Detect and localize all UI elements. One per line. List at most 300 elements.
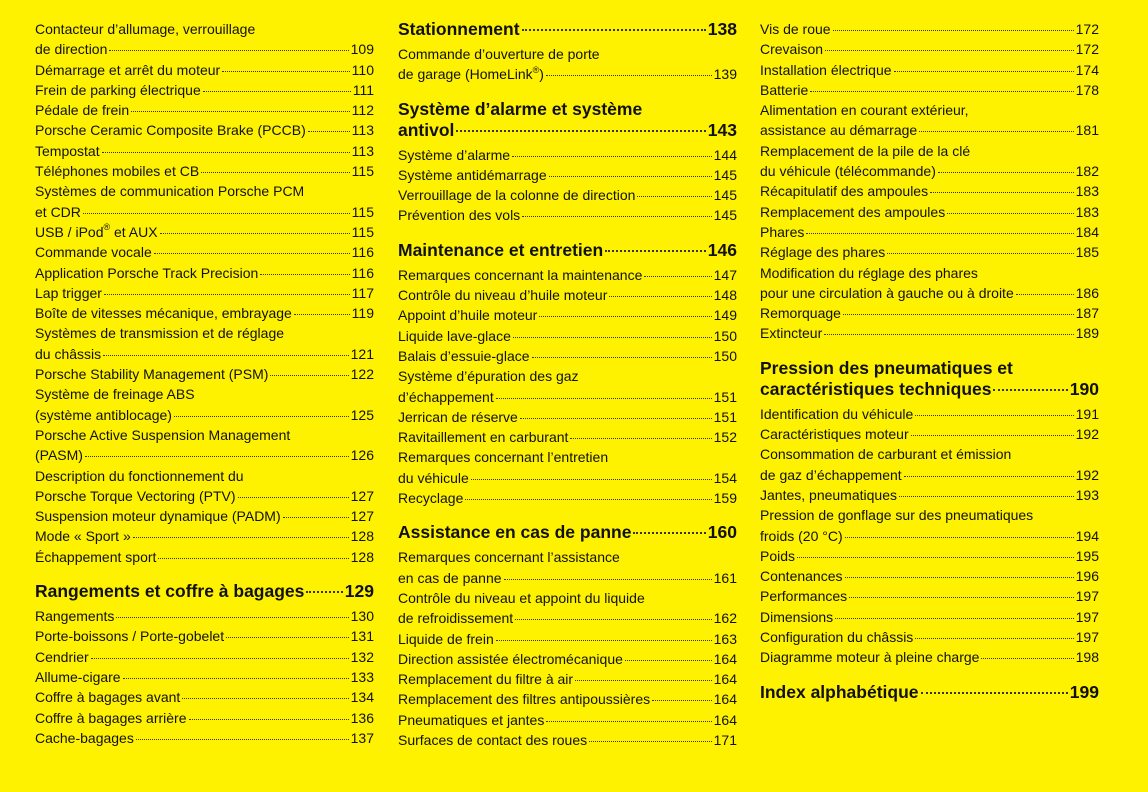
entry-label: Remorquage [760,305,841,322]
toc-entry[interactable] [35,161,374,181]
page-number[interactable]: 116 [351,264,374,281]
page-number[interactable]: 145 [713,166,737,183]
dot-leader [570,438,711,439]
toc-row [35,283,374,303]
toc-entry[interactable] [35,728,374,748]
entry-label: (PASM) [35,447,83,464]
toc-entry[interactable] [760,80,1099,100]
page-number[interactable]: 164 [713,691,737,708]
page-number[interactable]: 139 [713,66,737,83]
toc-row [35,80,374,100]
toc-entry[interactable] [398,305,737,325]
toc-row [760,627,1099,647]
toc-entry[interactable] [35,141,374,161]
page-number[interactable]: 132 [350,648,374,665]
dot-leader [824,334,1073,335]
toc-entry[interactable] [35,526,374,546]
toc-row [398,305,737,325]
dot-leader [496,398,712,399]
toc-row [760,424,1099,444]
toc-entry[interactable] [398,165,737,185]
toc-entry[interactable] [35,708,374,728]
toc-entry[interactable] [760,19,1099,39]
dot-leader [833,30,1074,31]
entry-label: Coffre à bagages arrière [35,709,187,726]
heading-row [398,240,737,261]
toc-row [398,64,737,84]
toc-section [398,19,737,85]
toc-row [35,161,374,181]
toc-row [35,486,374,506]
section-page-number[interactable]: 138 [707,19,737,39]
toc-entry[interactable] [398,447,737,488]
entry-label: Porsche Stability Management (PSM) [35,366,269,383]
toc-entry[interactable] [760,263,1099,304]
page-number[interactable]: 163 [713,630,737,647]
entry-label: Diagramme moteur à pleine charge [760,649,980,666]
page-number[interactable]: 151 [713,388,737,405]
entry-label: Remplacement des filtres antipoussières [398,691,651,708]
dot-leader [260,274,349,275]
toc-entry[interactable] [760,60,1099,80]
page-number[interactable]: 147 [713,266,737,283]
toc-row [760,485,1099,505]
page-number[interactable]: 128 [350,548,374,565]
toc-entry[interactable] [35,606,374,626]
page-number[interactable]: 184 [1075,223,1099,240]
dot-leader [637,196,711,197]
page-number[interactable]: 133 [350,668,374,685]
page-number[interactable]: 172 [1075,21,1099,37]
toc-entry[interactable] [35,647,374,667]
toc-entry[interactable] [35,466,374,507]
section-page-number[interactable]: 129 [344,581,374,602]
dot-leader [123,678,349,679]
toc-entry[interactable] [35,506,374,526]
toc-entry[interactable] [398,669,737,689]
section-title: antivol [398,119,455,140]
toc-row [398,145,737,165]
toc-entry[interactable] [35,80,374,100]
toc-column-3 [760,19,1099,707]
page-number[interactable]: 191 [1075,405,1099,422]
toc-entry[interactable] [35,181,374,222]
dot-leader [609,296,711,297]
page-number[interactable]: 113 [351,142,374,159]
page-number[interactable]: 145 [713,187,737,204]
section-page-number[interactable]: 146 [707,239,737,260]
toc-entry[interactable] [760,586,1099,606]
toc-entry[interactable] [35,303,374,323]
toc-row [398,265,737,285]
toc-row [398,346,737,366]
dot-leader [522,216,711,217]
toc-row-wrap [760,263,1099,283]
page-number[interactable]: 112 [351,102,374,119]
dot-leader [575,680,712,681]
page-number[interactable]: 187 [1075,305,1099,322]
entry-label: Vis de roue [760,21,831,37]
page-number[interactable]: 127 [350,487,374,504]
dot-leader [158,558,348,559]
dot-leader [283,517,349,518]
page-number[interactable]: 150 [713,347,737,364]
section-page-number[interactable]: 160 [707,522,737,543]
page-number[interactable]: 116 [351,244,374,261]
entry-label: Remplacement des ampoules [760,203,946,220]
entry-label: Réglage des phares [760,244,886,261]
dot-leader [504,579,712,580]
toc-row [760,283,1099,303]
toc-entry[interactable] [35,19,374,60]
toc-entry[interactable] [35,100,374,120]
page-number[interactable]: 164 [713,711,737,728]
section-heading[interactable] [398,522,737,547]
toc-section [398,240,737,509]
dot-leader [806,233,1073,234]
toc-entry[interactable] [35,283,374,303]
toc-column-1 [35,19,374,748]
heading-row [398,99,737,120]
entry-label: Remarques concernant la maintenance [398,266,643,283]
entry-label: Consommation de carburant et émission [760,446,1012,463]
dot-leader [633,532,705,534]
toc-row [760,60,1099,80]
entry-label: Pression de gonflage sur des pneumatiques [760,507,1034,524]
dot-leader [496,640,712,641]
toc-entry[interactable] [760,39,1099,59]
entry-label: du véhicule [398,469,469,486]
page-number[interactable]: 113 [351,122,374,139]
page-number[interactable]: 149 [713,307,737,324]
toc-entry[interactable] [35,263,374,283]
page-number[interactable]: 119 [351,305,374,322]
page-number[interactable]: 164 [713,650,737,667]
toc-section [398,99,737,226]
toc-row [35,344,374,364]
entry-label: Contrôle du niveau et appoint du liquide [398,589,645,606]
toc-row [760,465,1099,485]
toc-entry[interactable] [760,303,1099,323]
toc-entry[interactable] [35,364,374,384]
page-number[interactable]: 192 [1075,466,1099,483]
entry-label: Pédale de frein [35,102,130,119]
dot-leader [189,719,349,720]
section-page-number[interactable]: 199 [1069,681,1099,702]
page-number[interactable]: 121 [350,345,374,362]
dot-leader [136,739,349,740]
page-number[interactable]: 174 [1075,61,1099,78]
toc-row [760,647,1099,667]
page-number[interactable]: 126 [350,447,374,464]
toc-entry[interactable] [398,588,737,629]
toc-entry[interactable] [760,323,1099,343]
entry-label: Liquide de frein [398,630,494,647]
page-number[interactable]: 195 [1075,547,1099,564]
entry-label: Systèmes de communication Porsche PCM [35,183,305,200]
toc-row [398,326,737,346]
toc-entry[interactable] [35,222,374,242]
toc-row [398,185,737,205]
section-title: Stationnement [398,19,520,39]
dot-leader [810,91,1073,92]
toc-entry[interactable] [398,285,737,305]
entry-label: de gaz d’échappement [760,466,902,483]
page-number[interactable]: 144 [713,146,737,163]
toc-row [35,202,374,222]
page-number[interactable]: 192 [1075,426,1099,443]
entry-label: Porte-boissons / Porte-gobelet [35,628,225,645]
toc-row [35,647,374,667]
entry-label: du châssis [35,345,102,362]
toc-entry[interactable] [760,505,1099,546]
entry-label: d’échappement [398,388,494,405]
toc-entry[interactable] [398,427,737,447]
dot-leader [160,233,350,234]
toc-entry[interactable] [398,730,737,750]
toc-entry[interactable] [760,242,1099,262]
page-number[interactable]: 178 [1075,81,1099,98]
page-number[interactable]: 128 [350,528,374,545]
dot-leader [512,156,712,157]
dot-leader [981,658,1073,659]
page-number[interactable]: 183 [1075,183,1099,200]
dot-leader [797,557,1074,558]
toc-entry[interactable] [760,222,1099,242]
page-number[interactable]: 110 [351,61,374,78]
entry-label: Batterie [760,81,809,98]
dot-leader [911,435,1074,436]
toc-entry[interactable] [398,689,737,709]
heading-row [398,19,737,40]
section-page-number[interactable]: 143 [707,119,737,140]
toc-entry[interactable] [398,488,737,508]
toc-entry[interactable] [760,566,1099,586]
toc-entry[interactable] [35,384,374,425]
section-title: caractéristiques techniques [760,378,992,399]
section-heading[interactable] [760,682,1099,707]
heading-row [760,379,1099,400]
toc-entry[interactable] [398,326,737,346]
page-number[interactable]: 198 [1075,649,1099,666]
page-number[interactable]: 196 [1075,568,1099,585]
entry-label: Boîte de vitesses mécanique, embrayage [35,305,292,322]
toc-entry[interactable] [760,202,1099,222]
toc-entry[interactable] [398,346,737,366]
dot-leader [513,337,712,338]
toc-row-wrap [398,366,737,386]
page-number[interactable]: 148 [713,287,737,304]
toc-entry[interactable] [35,425,374,466]
toc-entry[interactable] [760,485,1099,505]
toc-entry[interactable] [760,100,1099,141]
page-number[interactable]: 145 [713,207,737,224]
page-number[interactable]: 197 [1075,588,1099,605]
page-number[interactable]: 172 [1075,41,1099,58]
toc-section [760,358,1099,668]
heading-row [35,581,374,602]
page-number[interactable]: 137 [350,729,374,746]
page-number[interactable]: 117 [351,284,374,301]
toc-row [35,445,374,465]
toc-entry[interactable] [398,185,737,205]
dot-leader [915,415,1073,416]
dot-leader [835,618,1074,619]
toc-entry[interactable] [760,181,1099,201]
entry-label: Démarrage et arrêt du moteur [35,61,221,78]
page-number[interactable]: 122 [350,366,374,383]
toc-entry[interactable] [398,710,737,730]
dot-leader [85,456,349,457]
toc-row [35,100,374,120]
section-heading[interactable] [398,240,737,265]
entry-label: Mode « Sport » [35,528,131,545]
page-number[interactable]: 150 [713,327,737,344]
entry-label: de direction [35,41,108,58]
entry-label: en cas de panne [398,569,502,586]
dot-leader [154,253,350,254]
entry-label: Modification du réglage des phares [760,264,978,281]
page-number[interactable]: 161 [713,569,737,586]
dot-leader [83,213,350,214]
dot-leader [546,721,711,722]
dot-leader [116,617,348,618]
toc-entry[interactable] [35,323,374,364]
toc-entry[interactable] [35,60,374,80]
section-heading[interactable] [760,358,1099,404]
toc-row [35,728,374,748]
page-number[interactable]: 131 [350,628,374,645]
toc-entry[interactable] [760,647,1099,667]
toc-row [35,626,374,646]
toc-row [760,80,1099,100]
page-number[interactable]: 115 [351,163,374,180]
toc-row [35,303,374,323]
toc-entry[interactable] [760,546,1099,566]
toc-row [760,242,1099,262]
page-number[interactable]: 164 [713,671,737,688]
page-number[interactable]: 171 [713,732,737,749]
page-number[interactable]: 134 [350,689,374,706]
dot-leader [605,250,706,252]
page-number[interactable]: 136 [350,709,374,726]
toc-entry[interactable] [35,242,374,262]
entry-label: assistance au démarrage [760,122,918,139]
page-number[interactable]: 125 [350,406,374,423]
toc-entry[interactable] [398,649,737,669]
page-number[interactable]: 189 [1075,325,1099,342]
page-number[interactable]: 159 [713,490,737,507]
toc-entry[interactable] [760,444,1099,485]
toc-entry[interactable] [760,607,1099,627]
entry-label: Coffre à bagages avant [35,689,181,706]
page-number[interactable]: 186 [1075,284,1099,301]
toc-entry[interactable] [398,44,737,85]
page-number[interactable]: 197 [1075,608,1099,625]
dot-leader [845,577,1074,578]
section-page-number[interactable]: 190 [1069,378,1099,399]
toc-row [35,506,374,526]
entry-label: Balais d’essuie-glace [398,347,530,364]
toc-row-wrap [35,323,374,343]
dot-leader [921,692,1068,694]
page-number[interactable]: 181 [1075,122,1099,139]
toc-entry[interactable] [398,366,737,407]
page-number[interactable]: 154 [713,469,737,486]
entry-label: Extincteur [760,325,823,342]
page-number[interactable]: 109 [350,41,374,58]
dot-leader [104,294,350,295]
page-number[interactable]: 182 [1075,163,1099,180]
dot-leader [222,71,349,72]
section-heading[interactable] [35,581,374,606]
toc-row [760,222,1099,242]
toc-entry[interactable] [398,629,737,649]
toc-entry[interactable] [35,687,374,707]
dot-leader [1016,294,1074,295]
section-heading[interactable] [398,99,737,145]
page-number[interactable]: 151 [713,408,737,425]
toc-entry[interactable] [398,547,737,588]
page-number[interactable]: 130 [350,608,374,625]
toc-row-wrap [398,447,737,467]
page-number[interactable]: 162 [713,610,737,627]
toc-row [35,141,374,161]
entry-label: Système de freinage ABS [35,386,195,403]
toc-entry[interactable] [35,120,374,140]
page-number[interactable]: 193 [1075,486,1099,503]
entry-label: Commande d’ouverture de porte [398,46,600,62]
toc-entry[interactable] [760,424,1099,444]
entry-label: de refroidissement [398,610,514,627]
page-number[interactable]: 115 [351,203,374,220]
page-number[interactable]: 185 [1075,244,1099,261]
toc-entry[interactable] [398,265,737,285]
toc-entry[interactable] [398,205,737,225]
dot-leader [539,316,711,317]
toc-entry[interactable] [35,626,374,646]
toc-entry[interactable] [398,407,737,427]
page-number[interactable]: 127 [350,508,374,525]
dot-leader [520,418,712,419]
toc-entry[interactable] [760,627,1099,647]
toc-row [398,669,737,689]
toc-entry[interactable] [35,667,374,687]
toc-row [35,242,374,262]
page-number[interactable]: 194 [1075,527,1099,544]
page-number[interactable]: 115 [351,223,374,240]
toc-row [35,667,374,687]
toc-entry[interactable] [760,141,1099,182]
page-number[interactable]: 197 [1075,629,1099,646]
page-number[interactable]: 111 [352,81,374,98]
dot-leader [845,537,1074,538]
entry-label: Configuration du châssis [760,629,914,646]
toc-row [760,202,1099,222]
dot-leader [899,496,1074,497]
page-number[interactable]: 183 [1075,203,1099,220]
page-number[interactable]: 152 [713,429,737,446]
toc-entry[interactable] [760,404,1099,424]
toc-section [35,19,374,567]
entry-label: Téléphones mobiles et CB [35,163,200,180]
dot-leader [825,50,1074,51]
toc-entry[interactable] [398,145,737,165]
toc-row [398,608,737,628]
section-heading[interactable] [398,19,737,44]
toc-row [398,689,737,709]
toc-entry[interactable] [35,547,374,567]
